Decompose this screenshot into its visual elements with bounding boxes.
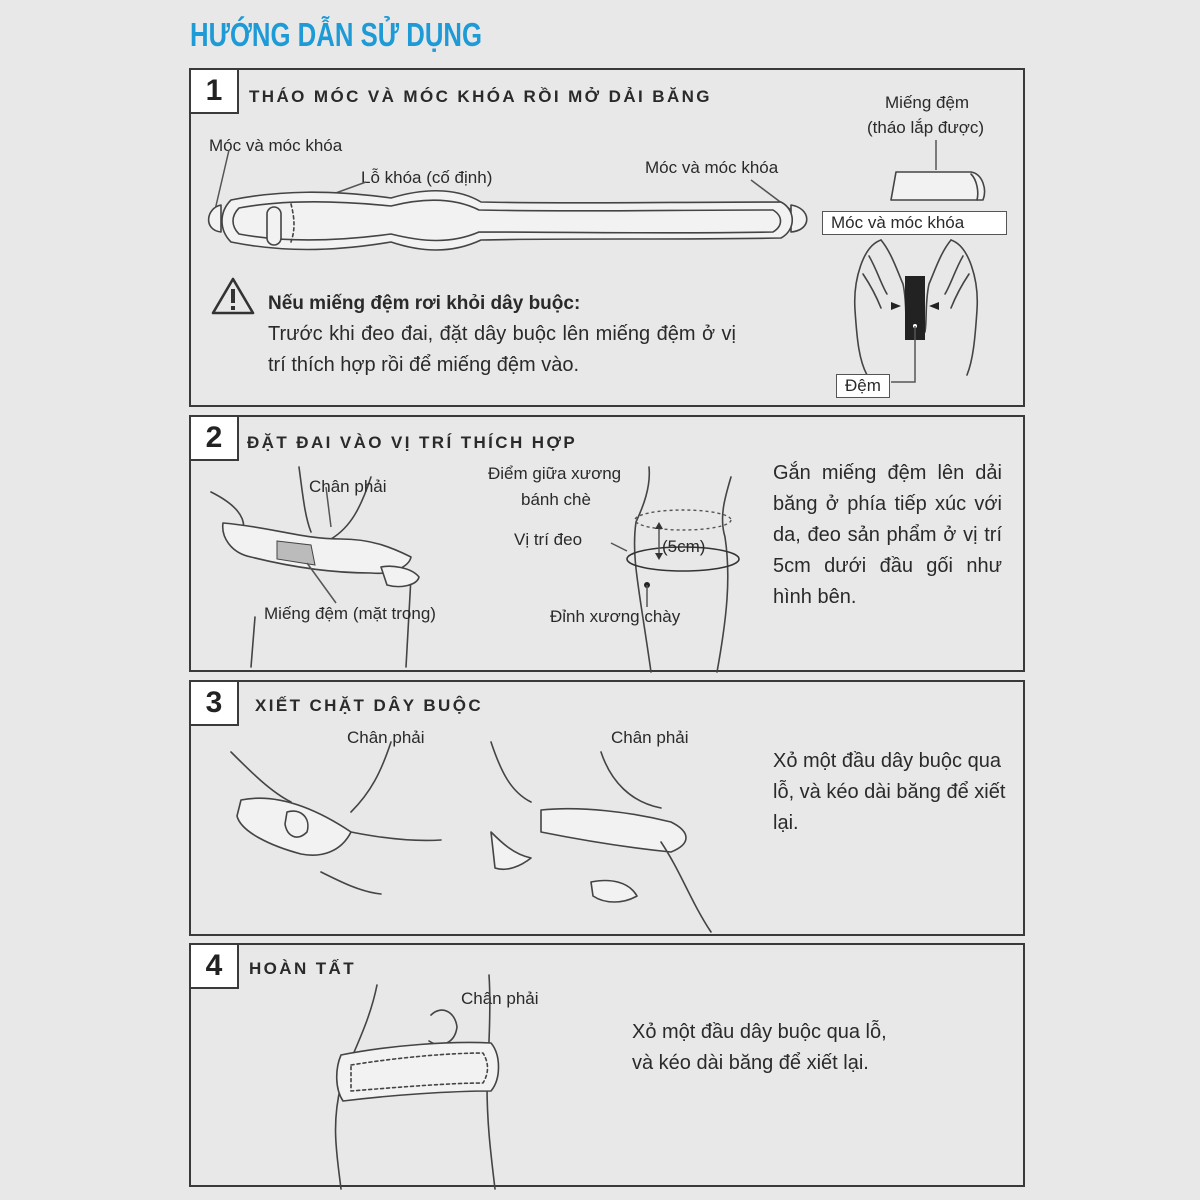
step-4-title: HOÀN TẤT <box>249 959 357 978</box>
step-1-panel <box>189 68 1025 407</box>
hands-illustration <box>191 70 1027 409</box>
step-2-text: Gắn miếng đệm lên dải băng ở phía tiếp xúc với da, đeo sản phẩm ở vị trí 5cm dưới đầu gối như hình bên. <box>773 462 1002 608</box>
label-right-leg-b: Chân phải <box>611 728 689 747</box>
label-pad-inner: Miếng đệm (mặt trong) <box>264 604 436 623</box>
step-4-text-line2: và kéo dài băng để xiết lại. <box>632 1052 869 1074</box>
step-2-panel <box>189 415 1025 672</box>
label-kneecap-line2: bánh chè <box>521 490 591 509</box>
label-right-leg-a: Chân phải <box>347 728 425 747</box>
step-1-number: 1 <box>189 68 239 114</box>
label-kneecap-line1: Điểm giữa xương <box>488 464 622 483</box>
step-3-text: Xỏ một đầu dây buộc qua lỗ, và kéo dài băng để xiết lại. <box>773 750 1006 834</box>
step-4-panel <box>189 943 1025 1187</box>
label-right-leg: Chân phải <box>309 477 387 496</box>
warning-text: Trước khi đeo đai, đặt dây buộc lên miếng đệm ở vị trí thích hợp rồi để miếng đệm vào. <box>268 323 736 376</box>
step-3-number: 3 <box>189 680 239 726</box>
label-pad-line1: Miếng đệm <box>885 93 970 112</box>
label-hook-right: Móc và móc khóa <box>645 158 779 177</box>
label-distance: (5cm) <box>662 537 706 556</box>
label-hook-left: Móc và móc khóa <box>209 136 343 155</box>
label-right-leg: Chân phải <box>461 989 539 1008</box>
label-position: Vị trí đeo <box>514 530 583 549</box>
label-pad-line2: (tháo lắp được) <box>867 118 985 137</box>
step-1-title: THÁO MÓC VÀ MÓC KHÓA RỒI MỞ DẢI BĂNG <box>249 87 712 106</box>
step-3-title: XIẾT CHẶT DÂY BUỘC <box>255 696 484 715</box>
label-pad-box: Đệm <box>836 374 890 398</box>
label-tibia: Đỉnh xương chày <box>550 607 681 626</box>
step-4-number: 4 <box>189 943 239 989</box>
label-hook-box: Móc và móc khóa <box>822 211 1007 235</box>
step-2-title: ĐẶT ĐAI VÀO VỊ TRÍ THÍCH HỢP <box>247 433 578 452</box>
step-2-number: 2 <box>189 415 239 461</box>
page-title: HƯỚNG DẪN SỬ DỤNG <box>190 16 483 53</box>
step-3-panel <box>189 680 1025 936</box>
step-4-text-line1: Xỏ một đầu dây buộc qua lỗ, <box>632 1021 887 1043</box>
label-lock-hole: Lỗ khóa (cố định) <box>361 168 493 187</box>
warning-title: Nếu miếng đệm rơi khỏi dây buộc: <box>268 293 581 314</box>
